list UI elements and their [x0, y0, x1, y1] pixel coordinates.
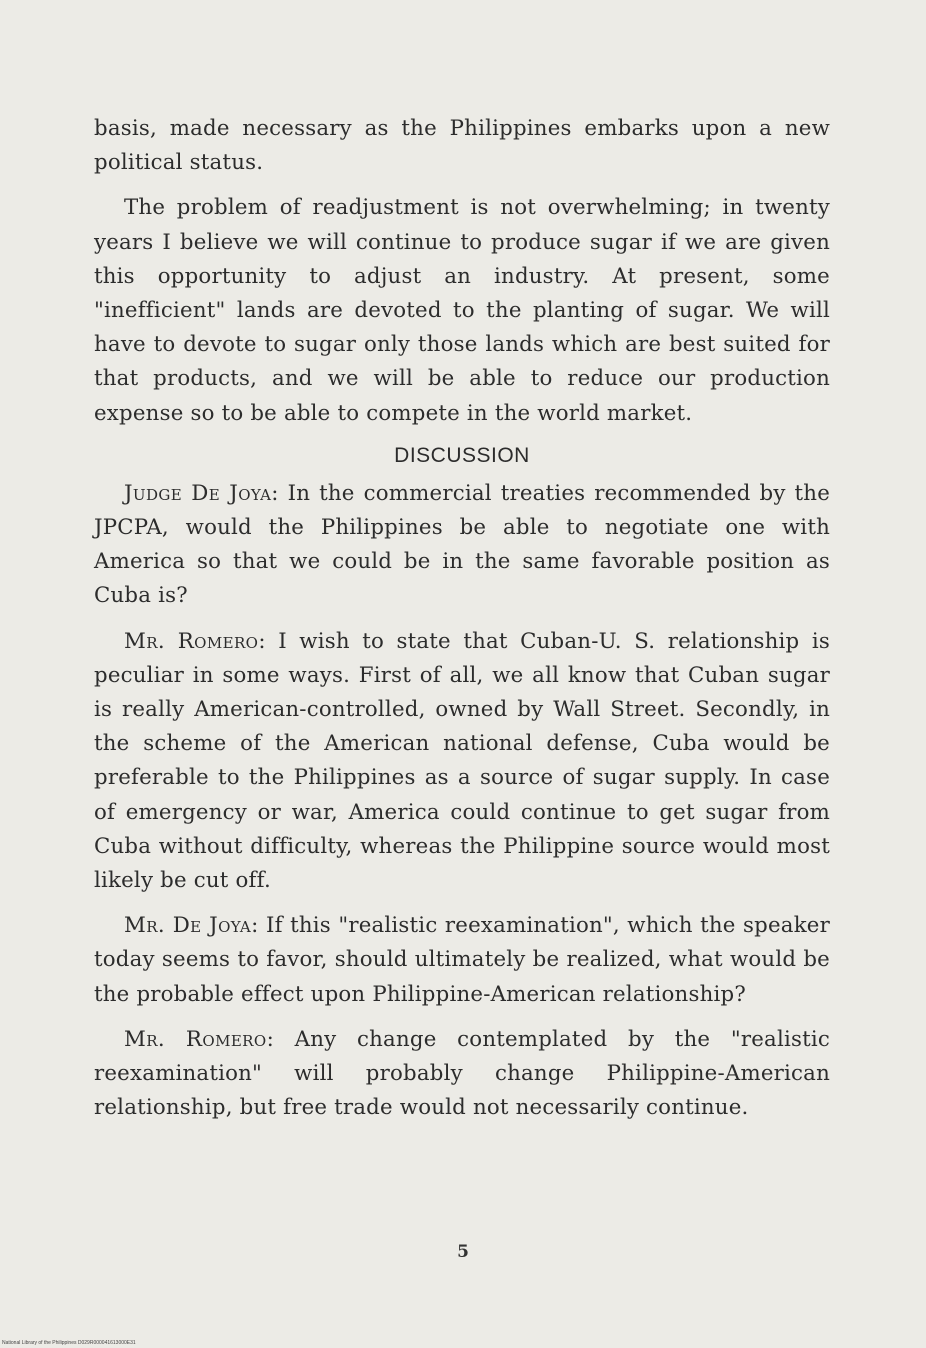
page-number: 5 [457, 1242, 469, 1262]
speaker-name: Mr. Romero [124, 628, 259, 654]
speaker-name: Mr. De Joya [124, 913, 252, 939]
answer-1 [94, 625, 830, 899]
speaker-name: Mr. Romero [124, 1026, 267, 1052]
discussion-heading: DISCUSSION [394, 443, 530, 467]
question-1-text: : In the commercial treaties recommended by the JPCPA, would the Philippines be able to negotiate one with America so that we could be in the same favorable position as Cuba is? [94, 480, 830, 609]
paragraph-readjustment: The problem of readjustment is not overwhelming; in twenty years I believe we will continue to produce sugar if we are given this opportunity to adjust an industry. At present, some "inefficient" lands are devoted to the planting of sugar. We will have to devote to sugar only those lands which are best suited for that products, and we will be able to reduce our production expense so to be able to compete in the world market. [94, 195, 830, 426]
answer-2-text: : Any change contemplated by the "realistic reexamination" will probably change Philippine-American relationship, but free trade would not necessarily continue. [94, 1026, 830, 1121]
question-2-text: : If this "realistic reexamination", which the speaker today seems to favor, should ultimately be realized, what would be the probable effect upon Philippine-American relationship? [94, 913, 830, 1007]
paragraph-continuation: basis, made necessary as the Philippines embarks upon a new political status. [94, 116, 830, 176]
archive-footer: National Library of the Philippines D029R000041613000E31 [2, 1340, 136, 1346]
speaker-name: Judge De Joya [124, 480, 272, 506]
answer-1-text: : I wish to state that Cuban-U. S. relationship is peculiar in some ways. First of all, we all know that Cuban sugar is really American-controlled, owned by Wall Street. Secondly, in the scheme of the American national defense, Cuba would be preferable to the Philippines as a source of sugar supply. In case of emergency or war, America could continue to get sugar from Cuba without difficulty, whereas the Philippine source would most likely be cut off. [94, 628, 830, 894]
answer-2 [94, 1023, 830, 1126]
question-2 [94, 909, 830, 1012]
page-text-block [94, 112, 830, 1125]
question-1 [94, 477, 830, 614]
